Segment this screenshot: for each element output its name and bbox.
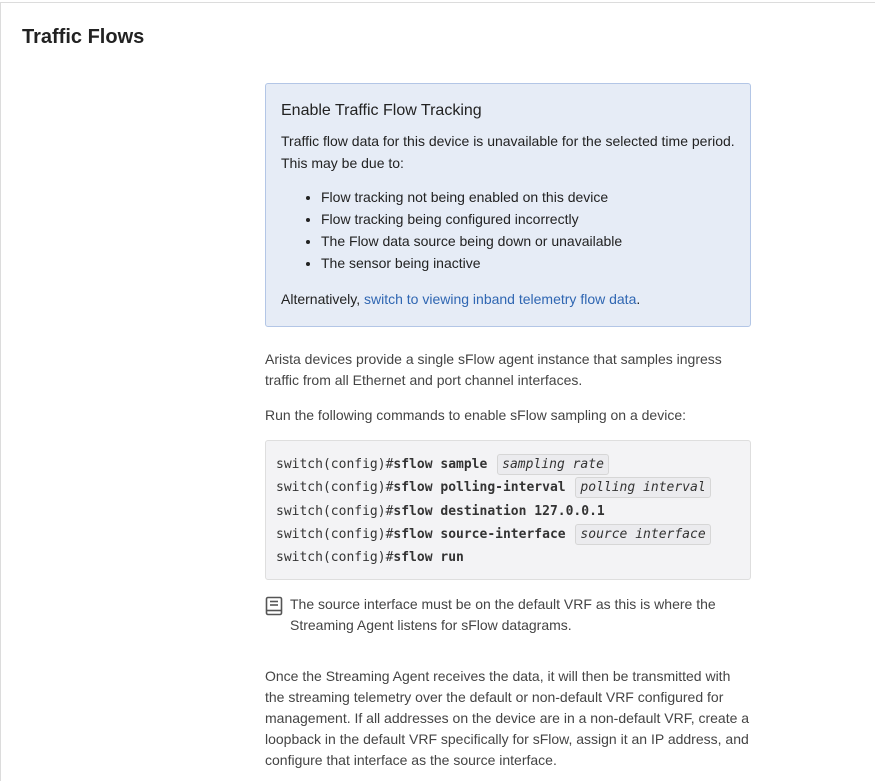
- vrf-note: [265, 594, 751, 636]
- code-command: sflow run: [393, 550, 464, 566]
- code-placeholder: sampling rate: [497, 454, 609, 475]
- inband-telemetry-link[interactable]: switch to viewing inband telemetry flow data: [364, 291, 637, 307]
- closing-paragraph: Once the Streaming Agent receives the data, it will then be transmitted with the streaming telemetry over the default or non-default VRF configured for management. If all addresses on the device are in a non-default VRF, create a loopback in the default VRF specifically for sFlow, assign it an IP address, and configure that interface as the source interface.: [265, 668, 750, 769]
- sflow-description: Arista devices provide a single sFlow agent instance that samples ingress traffic from all Ethernet and port channel interfaces.: [265, 351, 722, 388]
- code-placeholder: source interface: [575, 524, 710, 545]
- page-title: Traffic Flows: [22, 26, 145, 48]
- code-prompt: switch(config)#: [276, 457, 394, 472]
- note-text: The source interface must be on the default VRF as this is where the Streaming Agent listens for sFlow datagrams.: [290, 596, 716, 634]
- code-prompt: switch(config)#: [276, 480, 394, 496]
- code-prompt: switch(config)#: [276, 526, 394, 542]
- content: [265, 83, 751, 771]
- commands-intro: Run the following commands to enable sFlow sampling on a device:: [265, 407, 687, 423]
- book-icon: [265, 596, 283, 616]
- code-command: sflow source-interface: [393, 526, 566, 542]
- code-command: sflow polling-interval: [393, 480, 566, 496]
- code-command: sflow sample: [393, 457, 488, 472]
- code-prompt: switch(config)#: [276, 550, 394, 566]
- list-item: • The Flow data source being down or unavailable: [321, 230, 735, 252]
- alternative-line: [281, 288, 735, 310]
- code-command: sflow destination 127.0.0.1: [393, 503, 605, 519]
- traffic-flows-panel: [0, 2, 875, 781]
- list-item: • Flow tracking not being enabled on this device: [321, 186, 735, 208]
- code-line: [276, 546, 740, 569]
- list-item: • The sensor being inactive: [321, 252, 735, 274]
- code-prompt: switch(config)#: [276, 503, 394, 519]
- alt-suffix: .: [636, 291, 641, 307]
- code-line: [276, 453, 740, 476]
- list-item: • Flow tracking being configured incorrectly: [321, 208, 735, 230]
- alert-title: Enable Traffic Flow Tracking: [281, 102, 482, 119]
- reasons-list: [281, 186, 735, 274]
- code-placeholder: polling interval: [575, 477, 710, 498]
- enable-flow-tracking-alert: [265, 83, 751, 327]
- alt-prefix: Alternatively,: [281, 291, 364, 307]
- alert-intro: Traffic flow data for this device is unavailable for the selected time period. This may be due to:: [281, 133, 735, 171]
- code-line: [276, 500, 740, 523]
- code-line: [276, 523, 740, 546]
- code-block: [265, 440, 751, 580]
- code-line: [276, 476, 740, 499]
